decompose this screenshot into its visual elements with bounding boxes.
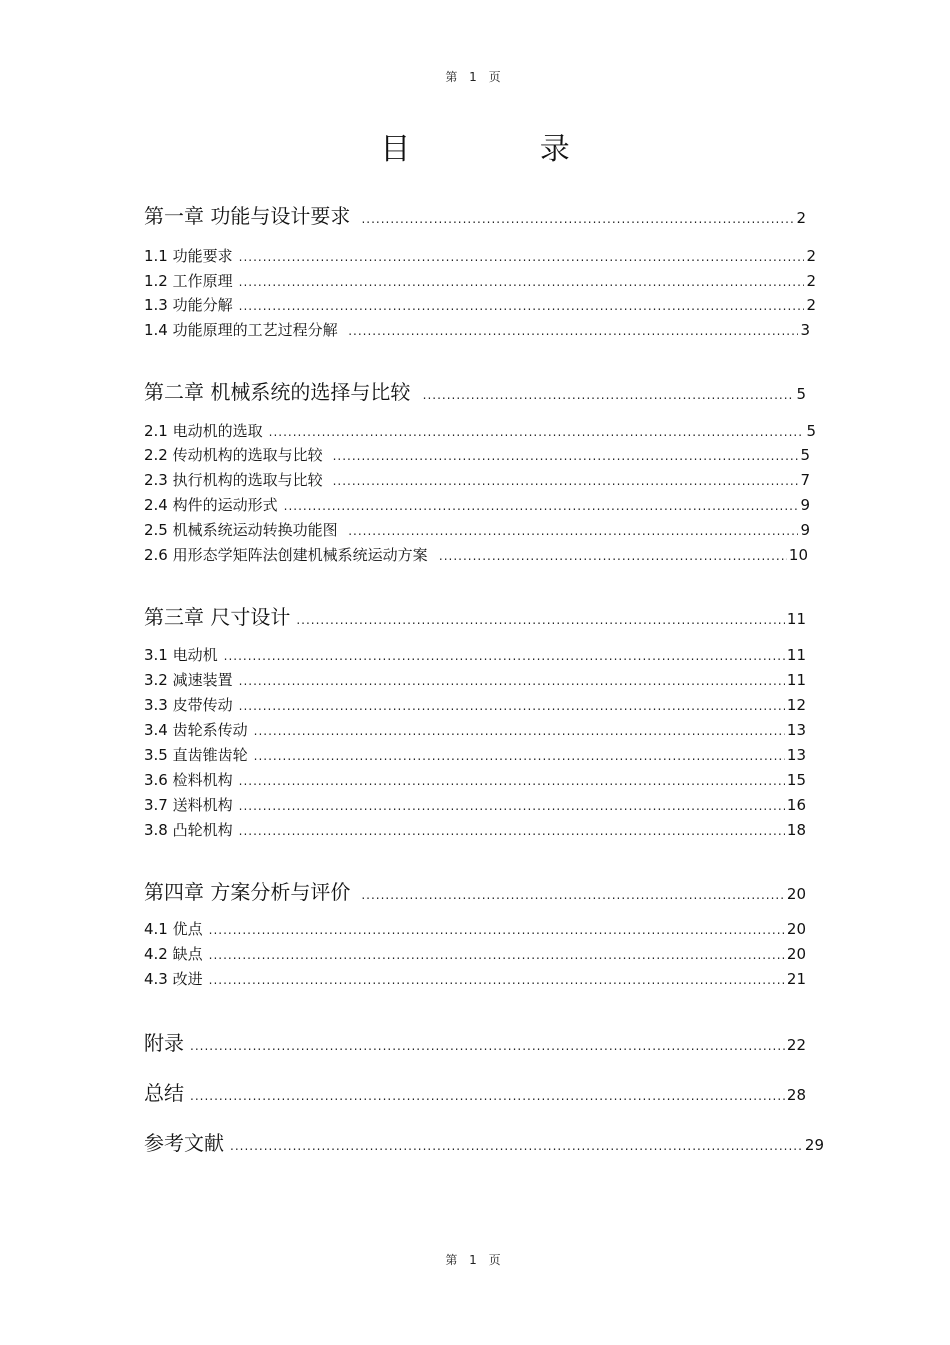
toc-entry-label: 第二章 机械系统的选择与比较 (144, 380, 411, 404)
toc-page-number: 20 (786, 920, 806, 938)
toc-section-4-3[interactable] (144, 968, 806, 989)
toc-page-number: 10 (788, 546, 808, 564)
toc-entry-label: 2.6 用形态学矩阵法创建机械系统运动方案 (144, 546, 428, 564)
toc-section-4-2[interactable] (144, 943, 806, 964)
page-header: 第 1 页 (445, 70, 505, 84)
toc-entry-label: 第三章 尺寸设计 (144, 605, 291, 629)
dot-leader (190, 1090, 785, 1102)
toc-section-1-3[interactable] (144, 294, 816, 315)
toc-page-number: 28 (786, 1086, 806, 1104)
toc-entry-label: 3.3 皮带传动 (144, 696, 233, 714)
toc-entry-label: 2.1 电动机的选取 (144, 422, 263, 440)
toc-entry-label: 参考文献 (144, 1131, 224, 1155)
dot-leader (190, 1040, 785, 1052)
toc-page-number: 13 (786, 746, 806, 764)
toc-entry-label: 4.3 改进 (144, 970, 203, 988)
toc-page-number: 22 (786, 1036, 806, 1054)
dot-leader (239, 700, 785, 712)
toc-entry-label: 3.6 检料机构 (144, 771, 233, 789)
dot-leader (239, 300, 805, 312)
toc-page-number: 5 (806, 422, 816, 440)
dot-leader (239, 251, 805, 263)
dot-leader (209, 974, 785, 986)
toc-references[interactable] (144, 1127, 824, 1156)
toc-page-number: 29 (804, 1136, 824, 1154)
dot-leader (239, 675, 785, 687)
toc-entry-label: 3.4 齿轮系传动 (144, 721, 248, 739)
toc-page-number: 12 (786, 696, 806, 714)
toc-page-number: 2 (796, 209, 806, 227)
dot-leader (230, 1140, 803, 1152)
toc-section-3-8[interactable] (144, 819, 806, 840)
toc-section-1-2[interactable] (144, 270, 816, 291)
toc-page-number: 3 (800, 321, 810, 339)
toc-section-2-5[interactable] (144, 519, 810, 540)
toc-page-number: 15 (786, 771, 806, 789)
toc-section-3-3[interactable] (144, 694, 806, 715)
page-title: 目 录 (380, 132, 630, 167)
dot-leader (348, 325, 798, 337)
dot-leader (239, 800, 785, 812)
toc-page-number: 5 (796, 385, 806, 403)
toc-page-number: 9 (800, 521, 810, 539)
toc-page-number: 2 (806, 247, 816, 265)
toc-entry-label: 1.4 功能原理的工艺过程分解 (144, 321, 338, 339)
dot-leader (361, 213, 794, 225)
toc-page-number: 20 (786, 885, 806, 903)
dot-leader (296, 614, 785, 626)
toc-section-2-2[interactable] (144, 444, 810, 465)
toc-page-number: 11 (786, 610, 806, 628)
dot-leader (361, 889, 785, 901)
toc-page-number: 21 (786, 970, 806, 988)
toc-section-3-6[interactable] (144, 769, 806, 790)
toc-entry-label: 附录 (144, 1031, 184, 1055)
toc-page-number: 13 (786, 721, 806, 739)
toc-page-number: 11 (786, 646, 806, 664)
dot-leader (239, 276, 805, 288)
toc-summary[interactable] (144, 1077, 806, 1106)
toc-section-2-1[interactable] (144, 420, 816, 441)
toc-section-2-3[interactable] (144, 469, 810, 490)
dot-leader (239, 775, 785, 787)
toc-section-3-1[interactable] (144, 644, 806, 665)
dot-leader (348, 525, 798, 537)
toc-entry-label: 2.4 构件的运动形式 (144, 496, 278, 514)
toc-entry-label: 2.5 机械系统运动转换功能图 (144, 521, 338, 539)
dot-leader (224, 650, 785, 662)
toc-chapter-1[interactable] (144, 200, 806, 229)
toc-chapter-2[interactable] (144, 376, 806, 405)
dot-leader (333, 475, 799, 487)
toc-page-number: 16 (786, 796, 806, 814)
toc-page-number: 20 (786, 945, 806, 963)
toc-entry-label: 1.2 工作原理 (144, 272, 233, 290)
toc-entry-label: 3.8 凸轮机构 (144, 821, 233, 839)
toc-section-3-7[interactable] (144, 794, 806, 815)
dot-leader (239, 825, 785, 837)
toc-entry-label: 2.2 传动机构的选取与比较 (144, 446, 323, 464)
toc-section-1-1[interactable] (144, 245, 816, 266)
toc-section-2-6[interactable] (144, 544, 808, 565)
toc-entry-label: 1.3 功能分解 (144, 296, 233, 314)
toc-section-3-5[interactable] (144, 744, 806, 765)
toc-entry-label: 1.1 功能要求 (144, 247, 233, 265)
toc-entry-label: 4.1 优点 (144, 920, 203, 938)
toc-section-1-4[interactable] (144, 319, 810, 340)
toc-appendix[interactable] (144, 1027, 806, 1056)
dot-leader (254, 725, 785, 737)
toc-chapter-4[interactable] (144, 876, 806, 905)
dot-leader (209, 949, 785, 961)
dot-leader (209, 924, 785, 936)
toc-entry-label: 3.2 减速装置 (144, 671, 233, 689)
toc-entry-label: 4.2 缺点 (144, 945, 203, 963)
toc-entry-label: 第一章 功能与设计要求 (144, 204, 351, 228)
toc-page-number: 2 (806, 272, 816, 290)
toc-section-2-4[interactable] (144, 494, 810, 515)
toc-section-3-2[interactable] (144, 669, 806, 690)
toc-entry-label: 2.3 执行机构的选取与比较 (144, 471, 323, 489)
toc-chapter-3[interactable] (144, 601, 806, 630)
toc-entry-label: 3.1 电动机 (144, 646, 218, 664)
toc-entry-label: 第四章 方案分析与评价 (144, 880, 351, 904)
page-footer: 第 1 页 (445, 1253, 505, 1267)
dot-leader (439, 550, 787, 562)
toc-page-number: 2 (806, 296, 816, 314)
dot-leader (423, 389, 795, 401)
toc-page-number: 9 (800, 496, 810, 514)
toc-page-number: 11 (786, 671, 806, 689)
dot-leader (284, 500, 799, 512)
toc-section-3-4[interactable] (144, 719, 806, 740)
toc-entry-label: 3.7 送料机构 (144, 796, 233, 814)
dot-leader (254, 750, 785, 762)
toc-page-number: 18 (786, 821, 806, 839)
toc-section-4-1[interactable] (144, 918, 806, 939)
toc-entry-label: 总结 (144, 1081, 184, 1105)
dot-leader (269, 426, 805, 438)
toc-entry-label: 3.5 直齿锥齿轮 (144, 746, 248, 764)
toc-page-number: 5 (800, 446, 810, 464)
toc-page-number: 7 (800, 471, 810, 489)
dot-leader (333, 450, 799, 462)
